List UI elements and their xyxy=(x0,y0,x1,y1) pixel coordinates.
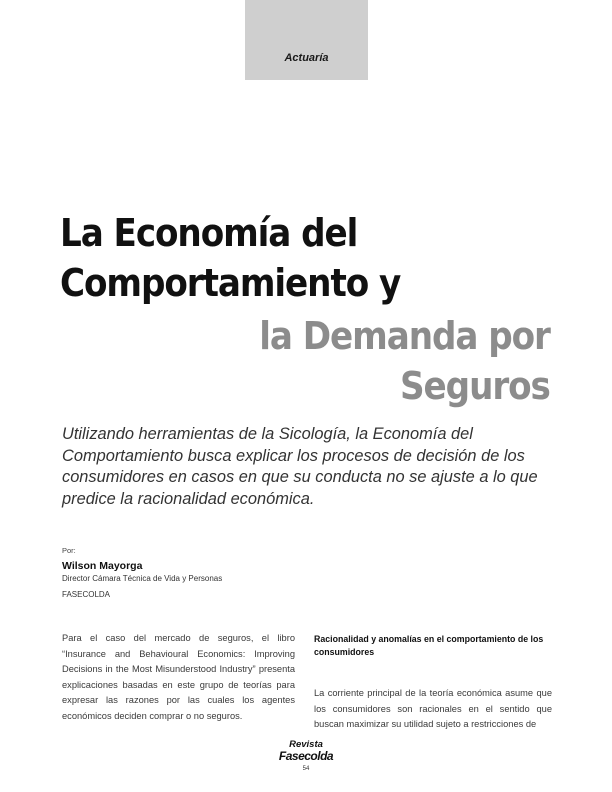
article-title-dark xyxy=(60,208,400,308)
logo-line-2: Fasecolda xyxy=(278,749,334,763)
author-name: Wilson Mayorga xyxy=(62,560,143,572)
section-tab-label: Actuaría xyxy=(284,52,329,64)
byline-label: Por: xyxy=(62,546,76,555)
body-paragraph: Para el caso del mercado de seguros, el libro “Insurance and Behavioural Economics: Improving Decisions in the Most Misunderstood Industry” presenta explicaciones basadas en este grupo de teorías para expresar las razones por las cuales los agentes económicos deciden comprar o no seguros. xyxy=(62,633,295,721)
section-heading: Racionalidad y anomalías en el comportamiento de los consumidores xyxy=(314,634,544,657)
section-tab xyxy=(245,0,368,80)
title-line-3: la Demanda por xyxy=(259,314,550,358)
body-paragraph: La corriente principal de la teoría económica asume que los consumidores son racionales en el sentido que buscan maximizar su utilidad sujeto a restricciones de xyxy=(314,688,552,729)
title-line-1: La Economía del xyxy=(60,211,358,255)
article-lead: Utilizando herramientas de la Sicología, la Economía del Comportamiento busca explicar los procesos de decisión de los consumidores en casos en que su conducta no se ajuste a lo que predice la racionalidad económica. xyxy=(62,425,538,508)
body-column-left xyxy=(62,631,295,724)
title-line-4: Seguros xyxy=(400,364,550,408)
page-number: 54 xyxy=(302,766,310,772)
logo-line-1: Revista xyxy=(289,739,323,750)
byline xyxy=(62,546,222,599)
author-role: Director Cámara Técnica de Vida y Personas xyxy=(62,574,223,583)
article-title-gray xyxy=(259,311,550,411)
title-line-2: Comportamiento y xyxy=(60,261,401,305)
author-organization: FASECOLDA xyxy=(62,590,111,599)
body-column-right xyxy=(314,633,552,733)
magazine-logo xyxy=(270,740,342,763)
